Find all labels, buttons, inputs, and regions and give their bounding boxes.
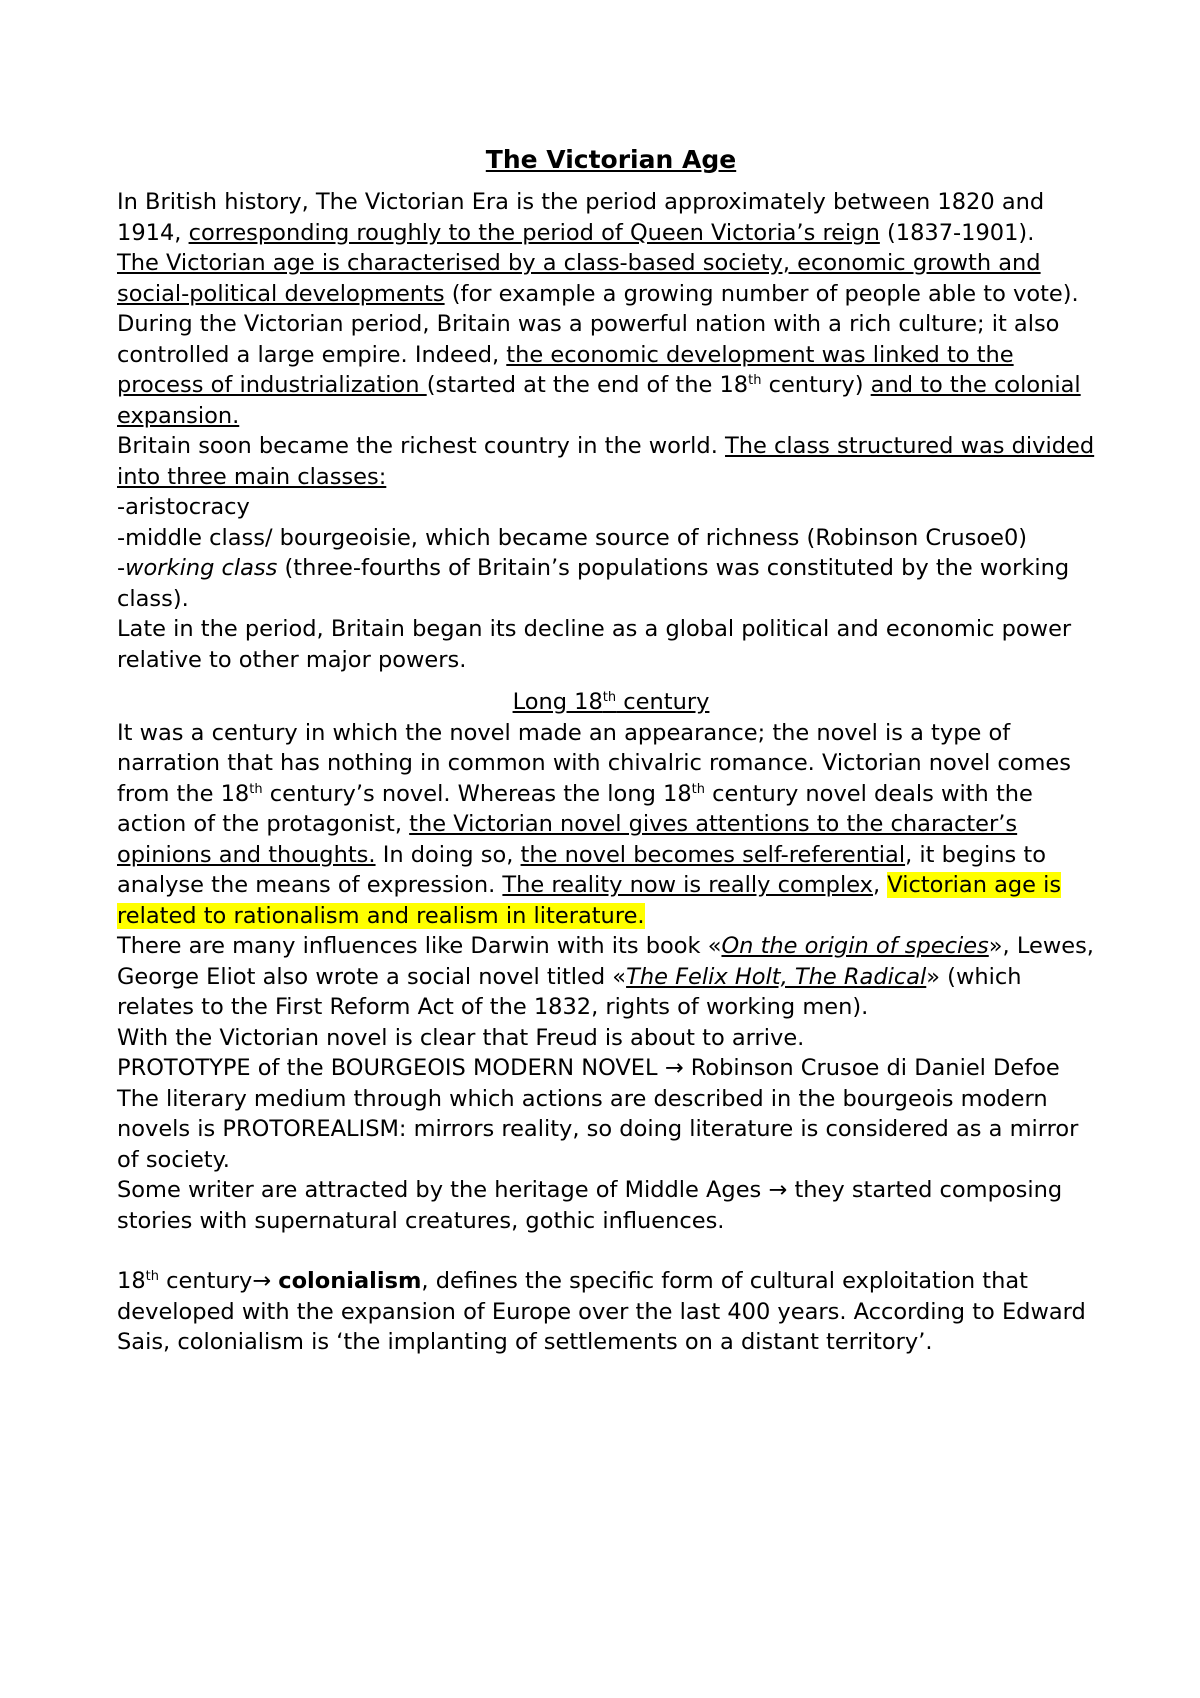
text-run: (1837-1901).: [879, 219, 1035, 246]
text-run: th: [145, 1269, 159, 1284]
paragraph: [117, 309, 1105, 431]
text-run: -: [117, 555, 126, 581]
text-run: century’s novel. Whereas the long 18: [262, 780, 692, 807]
text-run: During the Victorian period, Britain was a powerful nation with a rich culture; it also controlled a large empire. Indeed,: [117, 311, 1060, 368]
paragraph: [117, 1266, 1105, 1358]
paragraph: [117, 718, 1105, 932]
text-run: PROTOTYPE of the BOURGEOIS MODERN NOVEL → Robinson Crusoe di Daniel Defoe: [117, 1055, 1060, 1081]
text-run: In British history, The Victorian Era is the period approximately between 1820 and 1914,: [117, 189, 1045, 246]
text-run: » (which relates to the First Reform Act of the 1832, rights of working men).: [117, 963, 1022, 1020]
text-run: th: [748, 373, 762, 388]
text-run: -middle class/ bourgeoisie, which became source of richness (Robinson Crusoe0): [117, 524, 1028, 551]
underlined-text: the economic development was linked to the process of industrialization: [117, 341, 1014, 398]
text-run: With the Victorian novel is clear that Freud is about to arrive.: [117, 1024, 805, 1051]
text-run: century: [616, 689, 710, 715]
paragraph: [117, 614, 1105, 675]
paragraph: [117, 1175, 1105, 1236]
document-body: [117, 143, 1105, 1358]
text-run: It was a century in which the novel made an appearance; the novel is a type of narration that has nothing in common with chivalric romance. Victorian novel comes from the 18: [117, 719, 1071, 807]
text-run: Britain soon became the richest country in the world.: [117, 433, 726, 459]
text-run: working class: [125, 555, 278, 581]
text-run: , it begins to analyse the means of expression.: [117, 841, 1046, 898]
spacer: [117, 675, 1105, 687]
text-run: ,: [872, 872, 888, 898]
paragraph: [117, 1084, 1105, 1176]
underlined-text: the Victorian novel gives attentions to the character’s opinions and thoughts.: [117, 811, 1018, 868]
paragraph: [117, 1023, 1105, 1054]
text-run: th: [602, 690, 617, 705]
text-run: Late in the period, Britain began its decline as a global political and economic power relative to other major powers.: [117, 616, 1072, 673]
text-run: , defines the specific form of cultural exploitation that developed with the expansion of Europe over the last 400 years. According to Edward Sais, colonialism is ‘the implanting of settlements on a distant territory’.: [117, 1268, 1086, 1355]
text-run: (started at the end of the 18: [426, 372, 749, 398]
spacer: [117, 1236, 1105, 1266]
paragraph: [117, 523, 1105, 554]
long-18th-century-section: [117, 718, 1105, 1237]
document-title: The Victorian Age: [485, 145, 737, 174]
text-run: (three-fourths of Britain’s populations was constituted by the working class).: [117, 555, 1070, 612]
underlined-text: corresponding roughly to the period of Queen Victoria’s reign: [188, 219, 880, 246]
paragraph: [117, 187, 1105, 248]
underlined-text: The class structured was divided into three main classes:: [117, 433, 1095, 490]
text-run: In doing so,: [375, 841, 521, 868]
text-run: colonialism: [278, 1268, 422, 1294]
paragraph: [117, 1053, 1105, 1084]
underlined-text: the novel becomes self-referential: [520, 841, 906, 868]
text-run: th: [691, 781, 705, 797]
intro-section: [117, 187, 1105, 675]
section-heading-text: [513, 689, 710, 715]
paragraph: [117, 431, 1105, 492]
text-run: (for example a growing number of people able to vote).: [444, 280, 1079, 307]
text-run: th: [249, 781, 263, 797]
paragraph: [117, 931, 1105, 1023]
section-heading: [117, 687, 1105, 718]
underlined-text: The reality now is really complex: [502, 872, 873, 898]
text-run: century novel deals with the action of the protagonist,: [117, 780, 1033, 837]
underlined-text: The Felix Holt, The Radical: [626, 963, 927, 990]
underlined-text: The Victorian age is characterised by a class-based society, economic growth and social-political developments: [117, 250, 1041, 307]
text-run: The literary medium through which actions are described in the bourgeois modern novels is PROTOREALISM: mirrors reality, so doing literature is considered as a mirror of society.: [117, 1085, 1079, 1173]
text-run: century→: [158, 1268, 279, 1294]
text-run: There are many influences like Darwin with its book «: [117, 933, 722, 959]
paragraph: [117, 492, 1105, 523]
text-run: 18: [117, 1268, 146, 1294]
text-run: Long 18: [512, 689, 603, 715]
text-run: », Lewes, George Eliot also wrote a social novel titled «: [117, 933, 1094, 990]
highlighted-text: Victorian age is related to rationalism and realism in literature.: [117, 872, 1062, 929]
paragraph: [117, 248, 1105, 309]
colonialism-section: [117, 1266, 1105, 1358]
underlined-text: and to the colonial expansion.: [117, 372, 1081, 429]
text-run: -aristocracy: [117, 494, 250, 520]
paragraph: [117, 553, 1105, 614]
underlined-text: On the origin of species: [721, 933, 989, 959]
text-run: century): [761, 372, 871, 398]
text-run: Some writer are attracted by the heritage of Middle Ages → they started composing stories with supernatural creatures, gothic influences.: [117, 1177, 1063, 1234]
